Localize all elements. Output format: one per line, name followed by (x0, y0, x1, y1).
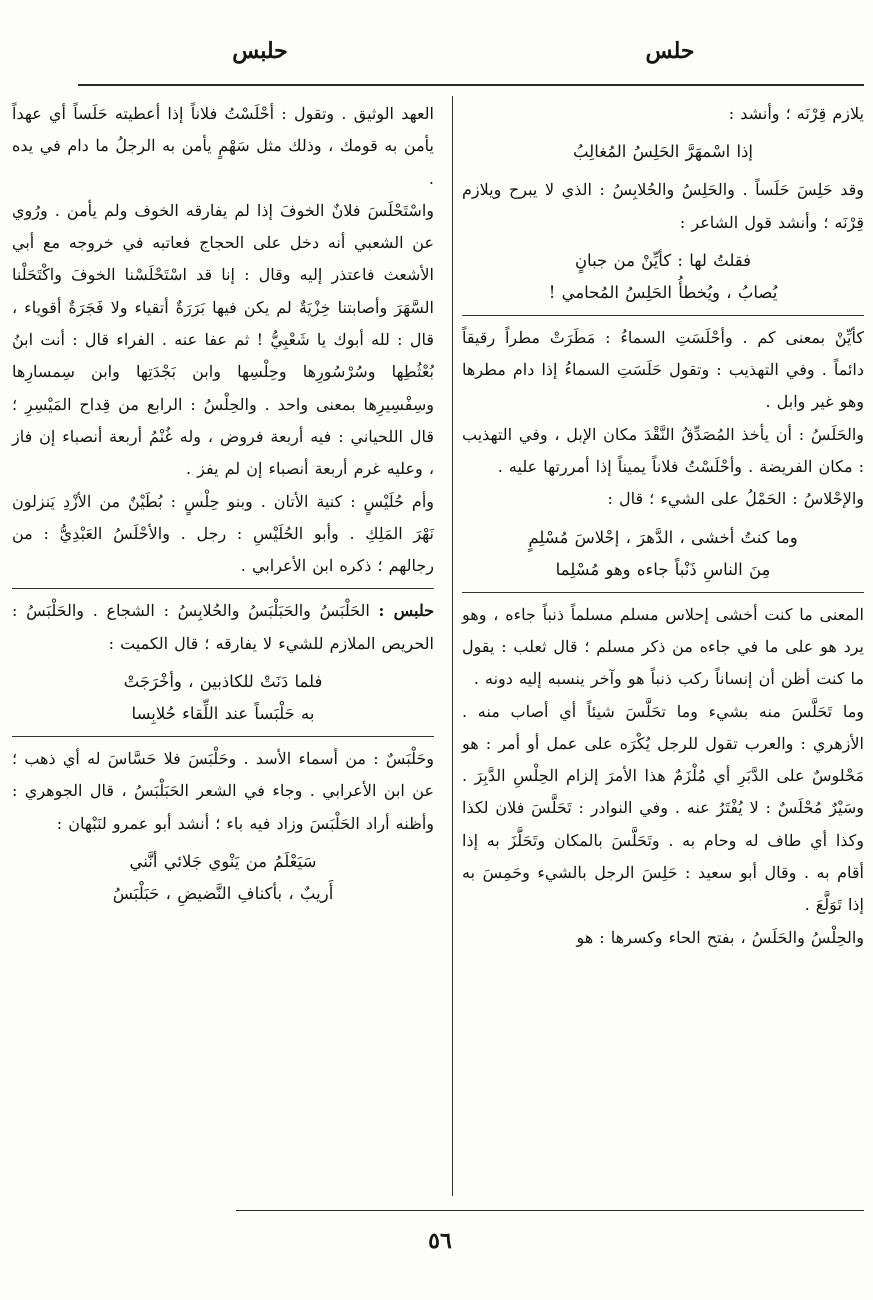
column-divider (452, 96, 453, 1196)
left-column (12, 98, 434, 916)
verse (462, 136, 864, 168)
paragraph: والإحْلاسُ : الحَمْلُ على الشيء ؛ قال : (607, 489, 864, 509)
section-rule (462, 315, 864, 316)
paragraph: والحِلْسُ والحَلَسُ ، بفتح الحاء وكسرها : هو (576, 927, 864, 947)
paragraph: يلازم قِرْنَه ؛ وأنشد : (728, 104, 864, 123)
paragraph: وما تَحَلَّسَ منه بشيء وما تحَلَّسَ شيئاً أي أصاب منه . الأزهري : والعرب تقول للرجل يُكْرَه على عمل أو أمر : هو مَحْلوسٌ على الدَّبَرِ أي مُلْزَمٌ هذا الأمرَ إلزام الحِلْسِ الدَّبِرَ . وسَيْرٌ مُحْلَسٌ : لا يُفْتَرُ عنه . وفي النوادر : تَحَلَّسَ فلان لكذا وكذا أي طاف له وحام به . وتَحَلَّسَ بالمكان وتَحَلَّزَ به إذا أقام به . وقال أبو سعيد : حَلِسَ الرجل بالشيء وحَمِسَ به إذا تَوَلَّعَ . (462, 701, 864, 915)
entry-text: الحَلْبَسُ والحَبَلْبَسُ والحُلابِسُ : الشجاع . والحَلْبَسُ : الحريص الملازم للشيء لا يفارقه ؛ قال الكميت : (12, 601, 434, 653)
verse-line: إذا اسْمهَرَّ الحَلِسُ المُغالِبُ (572, 142, 754, 162)
paragraph: وأم حُلَيْسٍ : كنية الأتان . وبنو حِلْسٍ : بُطَيْنٌ من الأزْدِ يَنزلون نَهْرَ المَلِكِ . وأبو الحُلَيْسِ : رجل . والأحْلَسُ العَبْدِيُّ : من رجالهم ؛ ذكره ابن الأعرابي . (12, 491, 434, 576)
entry-paragraph (12, 595, 434, 660)
verse-line: أَريبٌ ، بأكنافِ النَّضيضِ ، حَبَلْبَسُ (112, 883, 334, 903)
section-rule (462, 592, 864, 593)
header-entry-left: حلبس (232, 38, 288, 64)
section-rule (12, 588, 434, 589)
paragraph: وقد حَلِسَ حَلَساً . والحَلِسُ والحُلابِسُ : الذي لا يبرح ويلازم قِرْنَه ؛ وأنشد قول الشاعر : (462, 180, 864, 232)
verse-line: به حَلْبَساً عند اللِّقاء حُلابِسا (131, 704, 315, 724)
entry-headword: حلبس : (378, 601, 434, 621)
paragraph: كأيِّنْ بمعنى كم . وأحْلَسَتِ السماءُ : مَطَرَتْ مطراً رقيقاً دائماً . وفي التهذيب : وتقول حَلَسَتِ السماءُ إذا دام مطرها وهو غير وابل . (462, 327, 864, 412)
verse-line: فقلتُ لها : كأيِّنْ من جبانٍ (574, 250, 752, 270)
verse (462, 522, 864, 586)
header-entry-right: حلس (645, 38, 695, 64)
paragraph: والحَلَسُ : أن يأخذ المُصَدِّقُ النَّقْدَ مكان الإبل ، وفي التهذيب : مكان الفريضة . وأحْلَسْتُ فلاناً يميناً إذا أمررتها عليه . (462, 424, 864, 477)
verse-line: فلما دَنَتْ للكاذبين ، وأخْرَجَتْ (123, 672, 323, 692)
paragraph: وحَلْبَسٌ : من أسماء الأسد . وحَلْبَسَ فلا حَسَّاسَ له أي ذهب ؛ عن ابن الأعرابي . وجاء في الشعر الحَبَلْبَسُ ، قال الجوهري : وأظنه أراد الحَلْبَسَ وزاد فيه باء ؛ أنشد أبو عمرو لنَبْهان : (12, 749, 434, 833)
paragraph: المعنى ما كنت أخشى إحلاس مسلم مسلماً ذنباً جاءه ، وهو يرد هو على ما في جاءه من ذكر مسلم ؛ قال ثعلب : يقول ما كنت أظن أن إنساناً ركب ذنباً هو وآخر ينسبه إليه دونه . (462, 604, 864, 689)
header-rule (78, 84, 864, 86)
verse-line: سَيَعْلَمُ من يَنْوي جَلائي أنَّني (129, 851, 317, 871)
verse-line: مِنَ الناسِ ذَنْباً جاءه وهو مُسْلِما (555, 559, 771, 579)
right-column (462, 98, 864, 954)
page-number: ٥٦ (428, 1228, 452, 1254)
verse (12, 846, 434, 910)
section-rule (12, 736, 434, 737)
verse-line: وما كنتُ أخشى ، الدَّهرَ ، إحْلاسَ مُسْلِمٍ (528, 527, 798, 547)
verse (462, 245, 864, 309)
footer-rule (236, 1210, 864, 1211)
verse (12, 666, 434, 730)
verse-line: يُصابُ ، ويُخطأُ الحَلِسُ المُحامي ! (548, 282, 778, 302)
paragraph: واسْتَحْلَسَ فلانٌ الخوفَ إذا لم يفارقه الخوف ولم يأمن . ورُوي عن الشعبي أنه دخل على الحجاج فعاتبه في خروجه مع أبي الأشعث فاعتذر إليه وقال : إنا قد اسْتَحْلَسْنا الخوفَ واكْتَحَلْنا السَّهَرَ وأصابتنا خِزْيَةٌ لم يكن فيها بَرَرَةٌ أتقياء ولا فَجَرَةٌ أقوياء ، قال : لله أبوك يا شَعْبِيُّ ! ثم عفا عنه . الفراء قال : أنت ابنُ بُعْثُطِها وسُرْسُورِها وحِلْسِها وابن بَجْدَتِها وابن سِمسارِها وسِفْسِيرِها بمعنى واحد . والحِلْسُ : الرابع من قِداح المَيْسِرِ ؛ قال اللحياني : فيه أربعة فروض ، وله غُنْمُ أربعة أنصباء إن فاز ، وعليه غرم أربعة أنصباء إن لم يفز . (12, 200, 434, 479)
paragraph: العهد الوثيق . وتقول : أحْلَسْتُ فلاناً إذا أعطيته حَلَساً أي عهداً يأمن به قومك ، وذلك مثل سَهْمٍ يأمن به الرجلُ ما دام في يده . (12, 104, 434, 188)
